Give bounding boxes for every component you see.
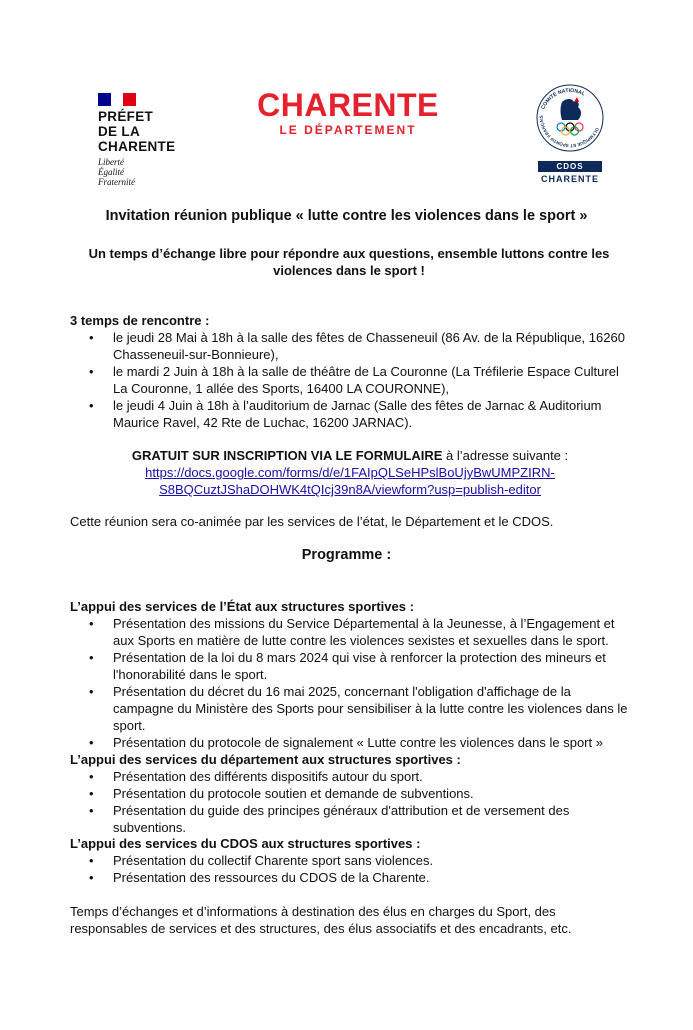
prefet-charente-logo [98, 93, 208, 187]
list-item: • Présentation du protocole soutien et demande de subventions. [70, 785, 632, 802]
co-animation-text: Cette réunion sera co-animée par les services de l’état, le Département et le CDOS. [70, 514, 554, 529]
cdos-name: CHARENTE [540, 174, 599, 184]
prefet-line-1: PRÉFET [98, 109, 154, 124]
page-subtitle: Un temps d’échange libre pour répondre aux questions, ensemble luttons contre les violences dans le sport ! [88, 246, 610, 278]
french-flag-icon [98, 93, 136, 106]
list-item: • Présentation des missions du Service Départemental à la Jeunesse, à l’Engagement et aux Sports en matière de lutte contre les violences sexistes et sexuelles dans le sport. [70, 615, 632, 649]
list-item: • le jeudi 4 Juin à 18h à l’auditorium de Jarnac (Salle des fêtes de Jarnac & Auditorium Maurice Ravel, 42 Rte de Luchac, 16200 JARNAC). [70, 397, 630, 431]
charente-logo-name: CHARENTE [257, 87, 439, 123]
registration-link[interactable]: https://docs.google.com/forms/d/e/1FAIpQLSeHPslBoUjyBwUMPZIRN- S8BQCuztJShaDOHWK4tQIcj39n8A/viewform?usp=publish-editor [145, 465, 555, 497]
meetings-heading: 3 temps de rencontre : [70, 313, 210, 328]
prefet-line-2: DE LA [98, 124, 140, 139]
programme-title: Programme : [301, 547, 392, 563]
list-item: • Présentation du protocole de signalement « Lutte contre les violences dans le sport » [70, 734, 632, 751]
closing-text: Temps d’échanges et d’informations à destination des élus en charges du Sport, des responsables de services et des structures, des élus associatifs et des encadrants, etc. [70, 904, 572, 936]
list-item: • Présentation du collectif Charente sport sans violences. [70, 852, 632, 869]
svg-text:COMITÉ NATIONAL: COMITÉ NATIONAL [540, 87, 586, 111]
list-item: • Présentation des différents dispositifs autour du sport. [70, 768, 632, 785]
section-heading: L’appui des services de l’État aux structures sportives : [70, 599, 414, 614]
section-heading: L’appui des services du département aux structures sportives : [70, 752, 461, 767]
section-etat [70, 598, 632, 751]
cdos-badge: CDOS [538, 161, 602, 172]
registration-block [80, 447, 620, 498]
list-item: • Présentation de la loi du 8 mars 2024 qui vise à renforcer la protection des mineurs et l'honorabilité dans le sport. [70, 649, 632, 683]
charente-departement-logo [248, 88, 448, 137]
charente-logo-sub: LE DÉPARTEMENT [279, 123, 417, 137]
list-item: • le jeudi 28 Mai à 18h à la salle des fêtes de Chasseneuil (86 Av. de la République, 16260 Chasseneuil-sur-Bonnieure), [70, 329, 630, 363]
list-item: • Présentation du décret du 16 mai 2025, concernant l'obligation d'affichage de la campagne du Ministère des Sports pour sensibiliser à la lutte contre les violences dans le sport. [70, 683, 632, 734]
registration-text: GRATUIT SUR INSCRIPTION VIA LE FORMULAIRE à l’adresse suivante : [131, 448, 569, 463]
list-item: • le mardi 2 Juin à 18h à la salle de théâtre de La Couronne (La Tréfilerie Espace Culturel La Couronne, 1 allée des Sports, 16400 LA COURONNE), [70, 363, 630, 397]
prefet-motto: Liberté Égalité Fraternité [98, 157, 135, 187]
section-cdos [70, 835, 632, 886]
prefet-line-3: CHARENTE [98, 139, 176, 154]
section-heading: L’appui des services du CDOS aux structures sportives : [70, 836, 421, 851]
section-departement [70, 751, 632, 836]
cdos-charente-logo [532, 80, 608, 184]
cdos-emblem-icon [532, 80, 608, 152]
list-item: • Présentation du guide des principes généraux d'attribution et de versement des subventions. [70, 802, 632, 836]
meetings-list [70, 329, 630, 431]
page-title: Invitation réunion publique « lutte contre les violences dans le sport » [105, 208, 588, 224]
meetings-section [70, 312, 630, 431]
list-item: • Présentation des ressources du CDOS de la Charente. [70, 869, 632, 886]
svg-text:OLYMPIQUE ET SPORTIF FRANÇAIS: OLYMPIQUE ET SPORTIF FRANÇAIS [538, 115, 600, 149]
